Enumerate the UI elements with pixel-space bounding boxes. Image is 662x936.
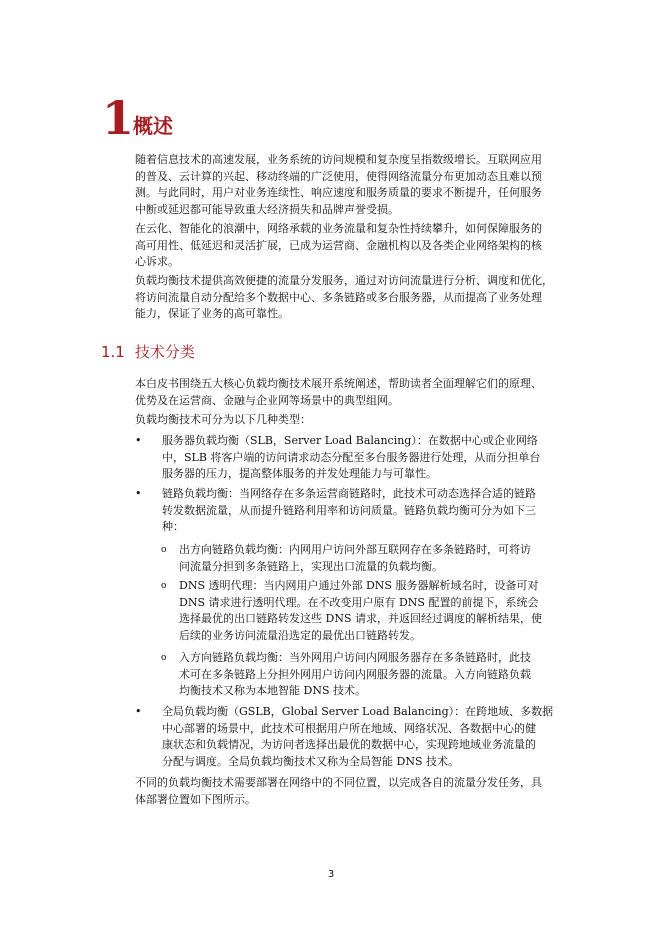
bullet-item xyxy=(162,704,553,771)
sub-bullet-item xyxy=(179,542,531,575)
bullet-item xyxy=(162,433,540,483)
bullet-symbol: • xyxy=(135,705,142,718)
text-line: 服务器的压力，提高整体服务的并发处理能力与可靠性。 xyxy=(162,467,437,481)
text-line: 转发数据流量，从而提升链路利用率和访问质量。链路负载均衡可分为如下三 xyxy=(162,503,536,517)
bullet-symbol: • xyxy=(135,434,142,447)
sub-bullet-symbol: o xyxy=(161,581,167,591)
text-line: 选择最优的出口链路转发这些 DNS 请求，并返回经过调度的解析结果，使 xyxy=(179,612,542,626)
text-line: 体部署位置如下图所示。 xyxy=(135,792,256,806)
text-line: 种： xyxy=(162,520,184,534)
sub-bullet-symbol: o xyxy=(161,545,167,555)
text-line: 的普及、云计算的兴起、移动终端的广泛使用，使得网络流量分布更加动态且难以预 xyxy=(135,169,542,183)
bullet-item xyxy=(162,486,536,536)
text-line: 将访问流量自动分配给多个数据中心、多条链路或多台服务器，从而提高了业务处理 xyxy=(135,290,542,304)
text-line: 中，SLB 将客户端的访问请求动态分配至多台服务器进行处理，从而分担单台 xyxy=(162,450,541,464)
text-line: 负载均衡技术提供高效便捷的流量分发服务，通过对访问流量进行分析、调度和优化， xyxy=(135,274,553,287)
text-line: 后续的业务访问流量沿选定的最优出口链路转发。 xyxy=(179,629,421,643)
sub-bullet-item xyxy=(179,578,542,645)
chapter-number: 1 xyxy=(102,91,135,145)
text-line: 出方向链路负载均衡：内网用户访问外部互联网存在多条链路时，可将访 xyxy=(179,543,531,556)
text-line: 高可用性、低延迟和灵活扩展，已成为运营商、金融机构以及各类企业网络架构的核 xyxy=(135,238,542,252)
section-number: 1.1 xyxy=(101,343,125,361)
text-line: 问流量分担到多条链路上，实现出口流量的负载均衡。 xyxy=(179,559,443,573)
section-title: 技术分类 xyxy=(134,343,195,361)
intro-paragraph xyxy=(135,152,542,219)
bullet-symbol: • xyxy=(135,487,142,500)
text-line: 均衡技术又称为本地智能 DNS 技术。 xyxy=(179,684,366,698)
text-line: 负载均衡技术可分为以下几种类型： xyxy=(135,413,311,426)
text-line: 入方向链路负载均衡：当外网用户访问内网服务器存在多条链路时，此技 xyxy=(179,651,531,664)
text-line: 在云化、智能化的浪潮中，网络承载的业务流量和复杂性持续攀升，如何保障服务的 xyxy=(135,222,542,235)
section-paragraph xyxy=(135,412,311,429)
text-line: 中断或延迟都可能导致重大经济损失和品牌声誉受损。 xyxy=(135,203,399,217)
text-line: 测。与此同时，用户对业务连续性、响应速度和服务质量的要求不断提升，任何服务 xyxy=(135,186,542,200)
text-line: 能力，保证了业务的高可靠性。 xyxy=(135,307,289,321)
text-line: 服务器负载均衡（SLB，Server Load Balancing）：在数据中心或企业网络 xyxy=(162,434,538,447)
text-line: DNS 透明代理：当内网用户通过外部 DNS 服务器解析域名时，设备可对 xyxy=(179,579,539,592)
text-line: 术可在多条链路上分担外网用户访问内网服务器的流量。入方向链路负载 xyxy=(179,667,531,681)
text-line: 中心部署的场景中，此技术可根据用户所在地域、网络状况、各数据中心的健 xyxy=(162,721,536,735)
intro-paragraph xyxy=(135,273,553,323)
intro-paragraph xyxy=(135,221,542,271)
text-line: 全局负载均衡（GSLB，Global Server Load Balancing）：在跨地域、多数据 xyxy=(162,705,554,718)
text-line: 康状态和负载情况，为访问者选择出最优的数据中心，实现跨地域业务流量的 xyxy=(162,738,536,752)
sub-bullet-symbol: o xyxy=(161,653,167,663)
chapter-title: 概述 xyxy=(133,114,173,138)
text-line: 优势及在运营商、金融与企业网等场景中的典型组网。 xyxy=(135,393,399,407)
text-line: 链路负载均衡：当网络存在多条运营商链路时，此技术可动态选择合适的链路 xyxy=(162,487,536,500)
sub-bullet-item xyxy=(179,650,531,700)
section-heading xyxy=(101,341,195,363)
page-number: 3 xyxy=(327,869,335,880)
text-line: 心诉求。 xyxy=(135,255,179,269)
text-line: 不同的负载均衡技术需要部署在网络中的不同位置，以完成各自的流量分发任务，具 xyxy=(135,776,542,789)
text-line: DNS 请求进行透明代理。在不改变用户原有 DNS 配置的前提下，系统会 xyxy=(179,595,539,609)
closing-paragraph xyxy=(135,775,542,808)
text-line: 分配与调度。全局负载均衡技术又称为全局智能 DNS 技术。 xyxy=(162,755,459,769)
text-line: 随着信息技术的高速发展，业务系统的访问规模和复杂度呈指数级增长。互联网应用 xyxy=(135,153,542,166)
section-paragraph xyxy=(135,376,542,409)
text-line: 本白皮书围绕五大核心负载均衡技术展开系统阐述，帮助读者全面理解它们的原理、 xyxy=(135,377,542,390)
